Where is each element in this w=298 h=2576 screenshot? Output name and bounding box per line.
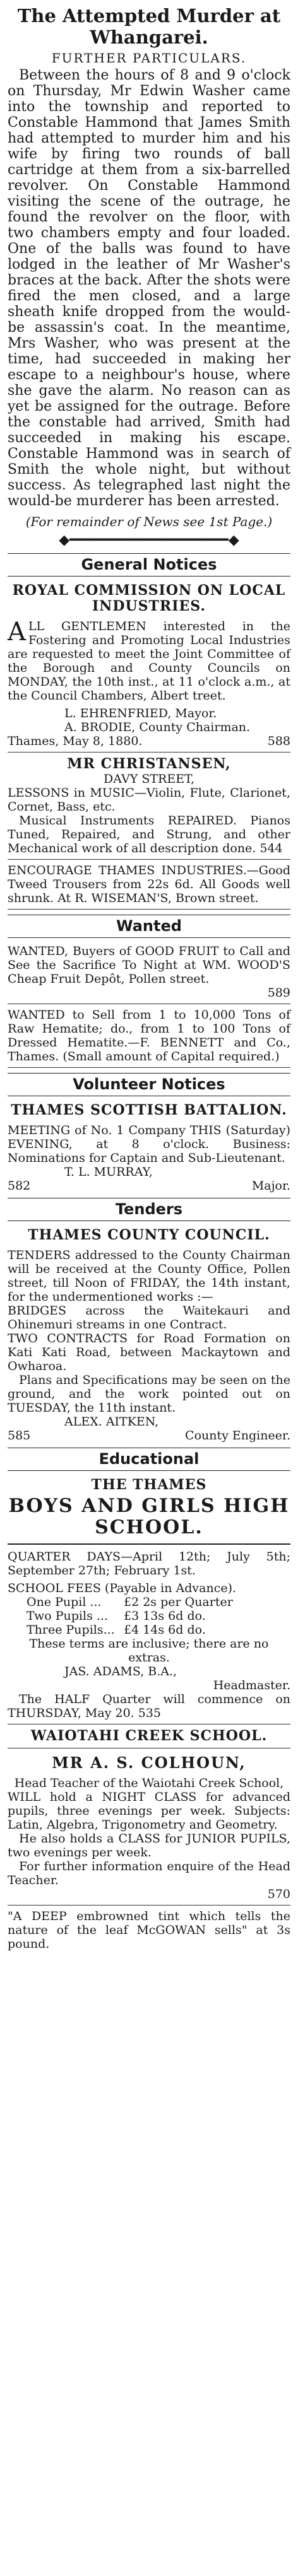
fee-row: One Pupil ... £2 2s per Quarter [27,1595,233,1609]
section-heading-volunteer-notices: Volunteer Notices [8,1073,290,1096]
ad-subtitle: Head Teacher of the Waiotahi Creek School, [14,1776,284,1790]
ad-title-waiotahi: WAIOTAHI CREEK SCHOOL. [30,1728,268,1744]
fee-row: Two Pupils ... £3 13s 6d do. [27,1609,206,1623]
ornament-divider: ◆━━━━━━━━━━━━━━━━━━━◆ [59,532,239,548]
ad-body-bennett: WANTED to Sell from 1 to 10,000 Tons of Raw Hematite; do., from 1 to 100 Tons of Dressed Hematite.—F. BENNETT and Co., Thames. (Small amount of Capital required.) [8,1008,290,1063]
ad-title-christansen: MR CHRISTANSEN, [67,756,231,772]
ad-body: LESSONS in MUSIC—Violin, Flute, Clarionet, Cornet, Bass, etc. [8,786,290,814]
ad-body-wood: WANTED, Buyers of GOOD FRUIT to Call and See the Sacrifice To Night at WM. WOOD'S Cheap Fruit Depôt, Pollen street. [8,944,290,986]
divider [8,909,290,910]
filler-text: "A DEEP embrowned tint which tells the nature of the leaf McGOWAN sells" at 3s pound. [8,1909,290,1951]
ad-footer: Thames, May 8, 1880. 588 [8,734,290,748]
signatory: JAS. ADAMS, B.A., [64,1665,177,1678]
ad-body-wiseman: ENCOURAGE THAMES INDUSTRIES.—Good Tweed Trousers from 22s 6d. All Goods well shrunk. At R. WISEMAN'S, Brown street. [8,864,290,905]
subheadline: FURTHER PARTICULARS. [51,50,247,66]
section-heading-educational: Educational [8,1448,290,1471]
ad-footer: 585 County Engineer. [8,1429,290,1443]
ad-number: 570 [267,1887,290,1901]
ad-body: For further information enquire of the Head Teacher. [8,1859,290,1887]
divider [8,1543,290,1545]
section-heading-tenders: Tenders [8,1198,290,1221]
ad-body: QUARTER DAYS—April 12th; July 5th; September 27th; February 1st. [8,1550,290,1578]
ad-title-scottish: THAMES SCOTTISH BATTALION. [11,1102,287,1118]
signatory: L. EHRENFRIED, Mayor. [64,706,217,720]
ad-body: BRIDGES across the Waitekauri and Ohinemuri streams in one Contract. [8,1304,290,1332]
ad-body: These terms are inclusive; there are no extras. [29,1637,269,1665]
signatory: T. L. MURRAY, [64,1165,153,1179]
section-heading-wanted: Wanted [8,915,290,938]
article-paragraph: Between the hours of 8 and 9 o'clock on Thursday, Mr Edwin Washer came into the township and reported to Constable Hammond that James Smith had attempted to murder him and his wife by firing two rounds of ball cartridge at them from a six-barrelled revolver. On Constable Hammond visiting the scene of the outrage, he found the revolver on the floor, with two chambers empty and four loaded. One of the balls was found to have lodged in the leather of Mr Washer's braces at the back. After the shots were fired the men closed, and a large sheath knife dropped from the would-be assassin's coat. In the meantime, Mrs Washer, who was present at the time, had succeeded in making her escape to a neighbour's house, where she gave the alarm. No reason can as yet be assigned for the outrage. Before the constable had arrived, Smith had succeeded in making his escape. Constable Hammond was in search of Smith the whole night, but without success. As telegraphed last night the would-be murderer has been arrested. [8,67,290,509]
ad-title-the-thames: THE THAMES [91,1477,207,1493]
ad-body: TWO CONTRACTS for Road Formation on Kati Kati Road, between Mackaytown and Owharoa. [8,1332,290,1373]
signatory: A. BRODIE, County Chairman. [64,720,251,734]
ad-title-royal-commission: ROYAL COMMISSION ON LOCAL INDUSTRIES. [12,582,286,614]
section-heading-general-notices: General Notices [8,553,290,577]
dropcap: A [8,618,26,647]
ad-title-school: BOYS AND GIRLS HIGH SCHOOL. [8,1495,290,1538]
ad-body: TENDERS addressed to the County Chairman will be received at the County Office, Pollen street, till Noon of FRIDAY, the 14th instant, for the undermentioned works :— [8,1248,290,1304]
ad-title-colhoun: MR A. S. COLHOUN, [52,1753,246,1772]
ad-body: He also holds a CLASS for JUNIOR PUPILS, two evenings per week. [8,1832,290,1859]
ad-body: Musical Instruments REPAIRED. Pianos Tuned, Repaired, and Strung, and other Mechanical work of all description done. 544 [8,814,290,855]
headline: The Attempted Murder at Whangarei. [17,5,281,48]
divider [8,1067,290,1068]
signatory-title: Headmaster. [213,1678,290,1692]
ad-title-county-council: THAMES COUNTY COUNCIL. [28,1227,270,1243]
ad-number: 589 [267,986,290,1000]
ad-body: Plans and Specifications may be seen on the ground, and the work pointed out on TUESDAY, the 11th instant. [8,1373,290,1415]
fees-heading: SCHOOL FEES (Payable in Advance). [8,1581,237,1595]
ad-address: DAVY STREET, [104,772,194,786]
fee-row: Three Pupils... £4 14s 6d do. [27,1623,206,1637]
ad-body-scottish: MEETING of No. 1 Company THIS (Saturday) EVENING, at 8 o'clock. Business: Nominations for Captain and Sub-Lieutenant. [8,1123,290,1165]
continued-note: (For remainder of News see 1st Page.) [25,514,273,529]
ad-body: WILL hold a NIGHT CLASS for advanced pupils, three evenings per week. Subjects: Latin, Algebra, Trigonometry and Geometry. [8,1790,290,1832]
ad-body: The HALF Quarter will commence on THURSDAY, May 20. 535 [8,1692,290,1720]
divider [8,1905,290,1906]
ad-footer: 582 Major. [8,1179,290,1193]
signatory: ALEX. AITKEN, [64,1415,159,1429]
ad-body-royal-commission: ALL GENTLEMEN interested in the Fostering and Promoting Local Industries are requested to meet the Joint Committee of the Borough and County Councils on MONDAY, the 10th inst., at 11 o'clock a.m., at the Council Chambers, Albert treet. [8,618,290,703]
divider [8,859,290,860]
